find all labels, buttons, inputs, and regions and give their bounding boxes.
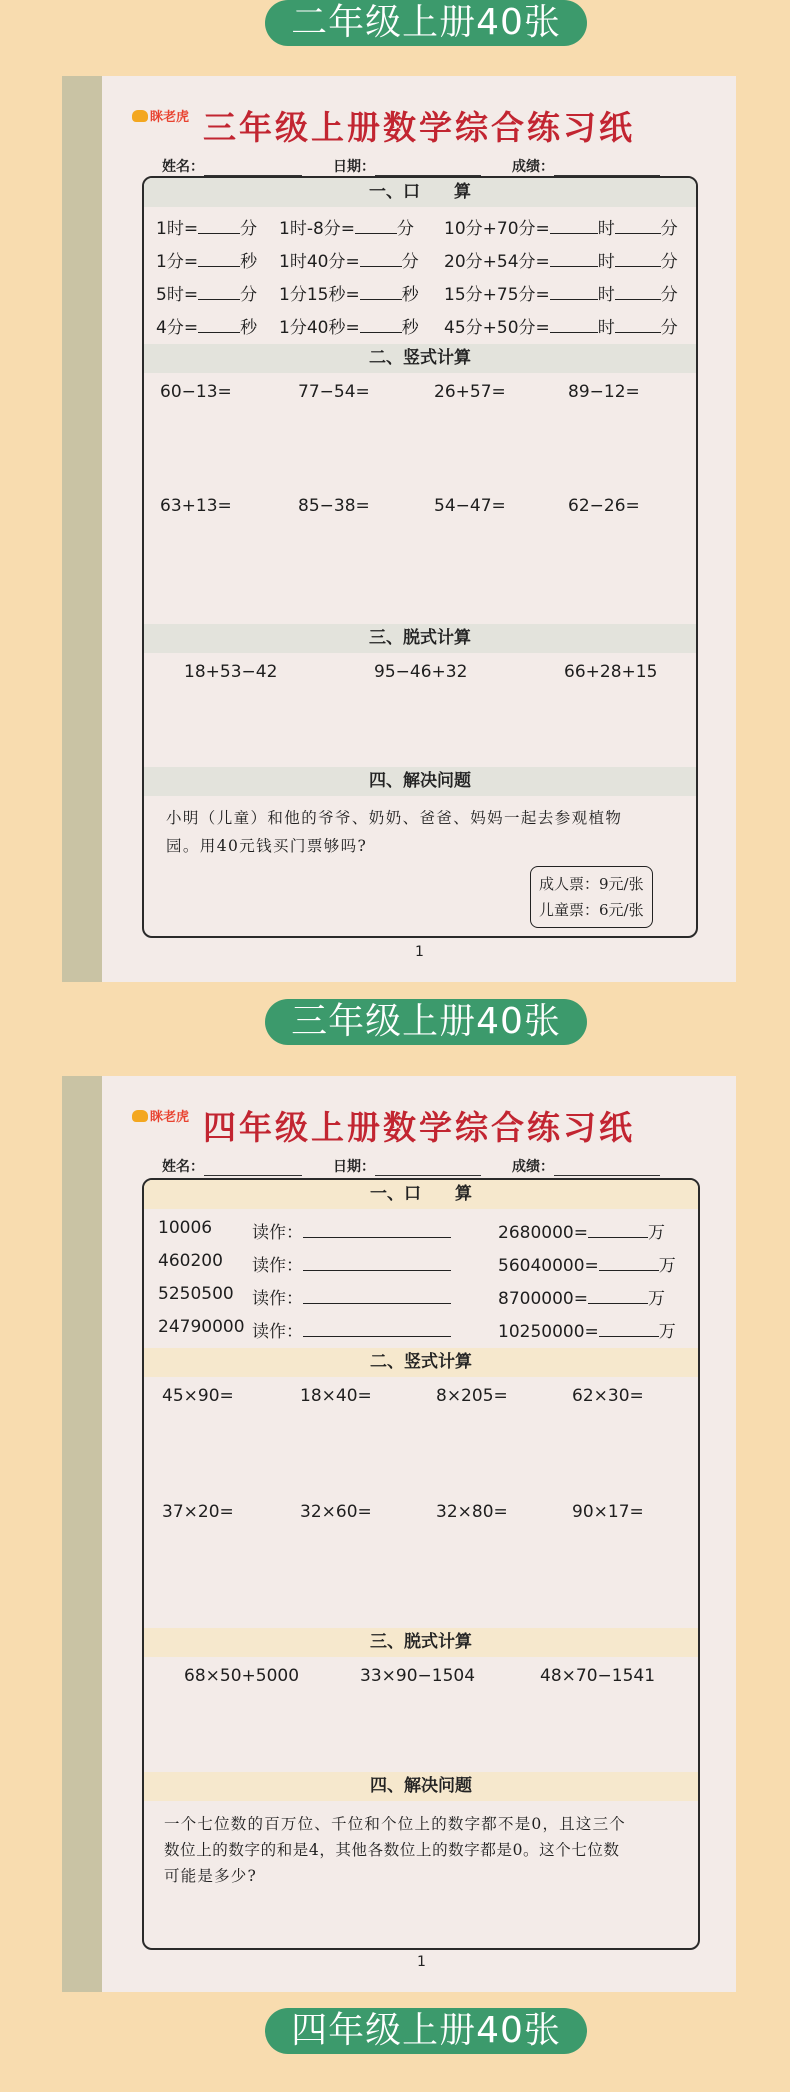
- answer-blank[interactable]: [198, 251, 240, 267]
- worksheet-pad-grade4: [62, 1076, 736, 1992]
- conversion-unit: 万: [658, 1322, 676, 1342]
- answer-blank[interactable]: [599, 1321, 659, 1337]
- section-header-vertical: 二、竖式计算: [144, 1348, 698, 1377]
- oral-expression: 1分=: [156, 252, 199, 272]
- oral-problem: [156, 214, 257, 239]
- vertical-problem: 63+13=: [160, 496, 232, 516]
- answer-blank[interactable]: [198, 284, 240, 300]
- stepwise-problem: 33×90−1504: [360, 1666, 476, 1686]
- date-label: 日期：: [333, 1159, 375, 1175]
- section-header-oral: 一、口 算: [144, 1180, 698, 1209]
- worksheet-page: [102, 76, 736, 982]
- worksheet-title: 四年级上册数学综合练习纸: [203, 1108, 635, 1147]
- grade-banner: 四年级上册40张: [265, 2008, 587, 2054]
- oral-problem: [444, 280, 678, 305]
- stepwise-problem: 95−46+32: [374, 662, 468, 682]
- answer-blank[interactable]: [198, 218, 240, 234]
- worksheet-page: [102, 1076, 736, 1992]
- answer-blank[interactable]: [588, 1288, 648, 1304]
- oral-unit: 分: [660, 219, 678, 239]
- word-problem-line: 数位上的数字的和是4，其他各数位上的数字都是0。这个七位数: [164, 1841, 620, 1859]
- conversion-problem: [498, 1251, 676, 1276]
- oral-expression: 1时-8分=: [279, 219, 356, 239]
- section-header-problem: 四、解决问题: [144, 1772, 698, 1801]
- date-field: [333, 156, 481, 176]
- page-number: 1: [415, 944, 424, 960]
- vertical-problem: 62−26=: [568, 496, 640, 516]
- oral-unit: 分: [660, 252, 678, 272]
- vertical-problem: 60−13=: [160, 382, 232, 402]
- section-header-stepwise: 三、脱式计算: [144, 624, 696, 653]
- oral-unit: 时: [597, 318, 615, 338]
- worksheet-pad-grade3: [62, 76, 736, 982]
- reading-label: 读作：: [252, 1223, 303, 1243]
- brand-name: 眯老虎: [150, 110, 190, 125]
- oral-unit: 时: [597, 219, 615, 239]
- vertical-problem: 90×17=: [572, 1502, 644, 1522]
- oral-unit: 分: [397, 219, 415, 239]
- oral-unit: 秒: [401, 285, 419, 305]
- number-value: 460200: [158, 1251, 223, 1271]
- oral-problem: [444, 313, 678, 338]
- score-blank[interactable]: [554, 161, 660, 176]
- word-problem-line: 园。用40元钱买门票够吗?: [166, 837, 368, 855]
- oral-expression: 5时=: [156, 285, 199, 305]
- stepwise-problem: 18+53−42: [184, 662, 278, 682]
- page-number: 1: [417, 1954, 426, 1970]
- date-blank[interactable]: [375, 161, 481, 176]
- conversion-expression: 8700000=: [498, 1289, 588, 1309]
- student-info-row: [162, 156, 302, 176]
- stepwise-problem: 68×50+5000: [184, 1666, 300, 1686]
- answer-blank[interactable]: [550, 284, 598, 300]
- oral-unit: 秒: [240, 318, 258, 338]
- exercise-frame: [142, 1178, 700, 1950]
- oral-expression: 4分=: [156, 318, 199, 338]
- worksheet-title: 三年级上册数学综合练习纸: [203, 108, 635, 147]
- reading-label: 读作：: [252, 1322, 303, 1342]
- grade-banner: 三年级上册40张: [265, 999, 587, 1045]
- conversion-unit: 万: [647, 1223, 665, 1243]
- vertical-problem: 85−38=: [298, 496, 370, 516]
- conversion-expression: 56040000=: [498, 1256, 599, 1276]
- oral-unit: 分: [401, 252, 419, 272]
- oral-problem: [444, 247, 678, 272]
- child-price: 儿童票：6元/张: [539, 901, 644, 919]
- name-label: 姓名：: [162, 159, 204, 175]
- answer-blank[interactable]: [360, 251, 402, 267]
- oral-problem: [156, 313, 257, 338]
- date-blank[interactable]: [375, 1161, 481, 1176]
- grade-banner: 二年级上册40张: [265, 0, 587, 46]
- oral-expression: 1分40秒=: [279, 318, 360, 338]
- oral-problem: [279, 280, 419, 305]
- vertical-problem: 54−47=: [434, 496, 506, 516]
- answer-blank[interactable]: [588, 1222, 648, 1238]
- answer-blank[interactable]: [615, 251, 661, 267]
- reading-blank[interactable]: [303, 1222, 451, 1238]
- answer-blank[interactable]: [550, 218, 598, 234]
- reading-label: 读作：: [252, 1256, 303, 1276]
- adult-price: 成人票：9元/张: [539, 875, 644, 893]
- oral-unit: 时: [597, 252, 615, 272]
- answer-blank[interactable]: [550, 251, 598, 267]
- section-header-problem: 四、解决问题: [144, 767, 696, 796]
- vertical-problem: 37×20=: [162, 1502, 234, 1522]
- vertical-problem: 89−12=: [568, 382, 640, 402]
- oral-problem: [156, 280, 257, 305]
- score-label: 成绩：: [512, 1159, 554, 1175]
- oral-unit: 秒: [240, 252, 258, 272]
- vertical-problem: 8×205=: [436, 1386, 508, 1406]
- oral-unit: 分: [240, 285, 258, 305]
- oral-expression: 10分+70分=: [444, 219, 550, 239]
- oral-unit: 时: [597, 285, 615, 305]
- score-field: [512, 156, 660, 176]
- answer-blank[interactable]: [198, 317, 240, 333]
- reading-prompt: [252, 1317, 451, 1342]
- date-label: 日期：: [333, 159, 375, 175]
- answer-blank[interactable]: [599, 1255, 659, 1271]
- name-blank[interactable]: [204, 161, 302, 176]
- exercise-frame: [142, 176, 698, 938]
- pad-spine: [62, 1076, 104, 1992]
- pad-spine: [62, 76, 104, 982]
- answer-blank[interactable]: [615, 284, 661, 300]
- name-label: 姓名：: [162, 1159, 204, 1175]
- oral-expression: 1时=: [156, 219, 199, 239]
- score-blank[interactable]: [554, 1161, 660, 1176]
- vertical-problem: 77−54=: [298, 382, 370, 402]
- reading-prompt: [252, 1218, 451, 1243]
- reading-blank[interactable]: [303, 1288, 451, 1304]
- date-field: [333, 1156, 481, 1176]
- conversion-problem: [498, 1317, 676, 1342]
- answer-blank[interactable]: [615, 218, 661, 234]
- conversion-problem: [498, 1284, 665, 1309]
- oral-expression: 15分+75分=: [444, 285, 550, 305]
- reading-prompt: [252, 1284, 451, 1309]
- word-problem-line: 一个七位数的百万位、千位和个位上的数字都不是0，且这三个: [164, 1815, 626, 1833]
- section-header-oral: 一、口 算: [144, 178, 696, 207]
- student-info-row: [162, 1156, 302, 1176]
- conversion-expression: 10250000=: [498, 1322, 599, 1342]
- oral-problem: [279, 214, 414, 239]
- vertical-problem: 26+57=: [434, 382, 506, 402]
- section-header-vertical: 二、竖式计算: [144, 344, 696, 373]
- vertical-problem: 32×80=: [436, 1502, 508, 1522]
- oral-expression: 1分15秒=: [279, 285, 360, 305]
- conversion-unit: 万: [647, 1289, 665, 1309]
- oral-expression: 1时40分=: [279, 252, 360, 272]
- oral-problem: [279, 247, 419, 272]
- reading-blank[interactable]: [303, 1321, 451, 1337]
- oral-problem: [156, 247, 257, 272]
- answer-blank[interactable]: [550, 317, 598, 333]
- brand-name: 眯老虎: [150, 1110, 190, 1125]
- word-problem-line: 小明（儿童）和他的爷爷、奶奶、爸爸、妈妈一起去参观植物: [166, 809, 623, 827]
- score-field: [512, 1156, 660, 1176]
- vertical-problem: 32×60=: [300, 1502, 372, 1522]
- reading-label: 读作：: [252, 1289, 303, 1309]
- word-problem-line: 可能是多少?: [164, 1867, 258, 1885]
- section-header-stepwise: 三、脱式计算: [144, 1628, 698, 1657]
- answer-blank[interactable]: [355, 218, 397, 234]
- ticket-price-box: [530, 866, 653, 928]
- oral-problem: [444, 214, 678, 239]
- oral-unit: 秒: [401, 318, 419, 338]
- reading-blank[interactable]: [303, 1255, 451, 1271]
- oral-unit: 分: [240, 219, 258, 239]
- conversion-expression: 2680000=: [498, 1223, 588, 1243]
- answer-blank[interactable]: [615, 317, 661, 333]
- vertical-problem: 45×90=: [162, 1386, 234, 1406]
- number-value: 10006: [158, 1218, 213, 1238]
- conversion-unit: 万: [658, 1256, 676, 1276]
- score-label: 成绩：: [512, 159, 554, 175]
- vertical-problem: 18×40=: [300, 1386, 372, 1406]
- stepwise-problem: 66+28+15: [564, 662, 658, 682]
- conversion-problem: [498, 1218, 665, 1243]
- oral-unit: 分: [660, 285, 678, 305]
- oral-expression: 20分+54分=: [444, 252, 550, 272]
- answer-blank[interactable]: [360, 317, 402, 333]
- number-value: 24790000: [158, 1317, 245, 1337]
- oral-problem: [279, 313, 419, 338]
- number-value: 5250500: [158, 1284, 234, 1304]
- stepwise-problem: 48×70−1541: [540, 1666, 656, 1686]
- reading-prompt: [252, 1251, 451, 1276]
- name-blank[interactable]: [204, 1161, 302, 1176]
- oral-expression: 45分+50分=: [444, 318, 550, 338]
- oral-unit: 分: [660, 318, 678, 338]
- answer-blank[interactable]: [360, 284, 402, 300]
- vertical-problem: 62×30=: [572, 1386, 644, 1406]
